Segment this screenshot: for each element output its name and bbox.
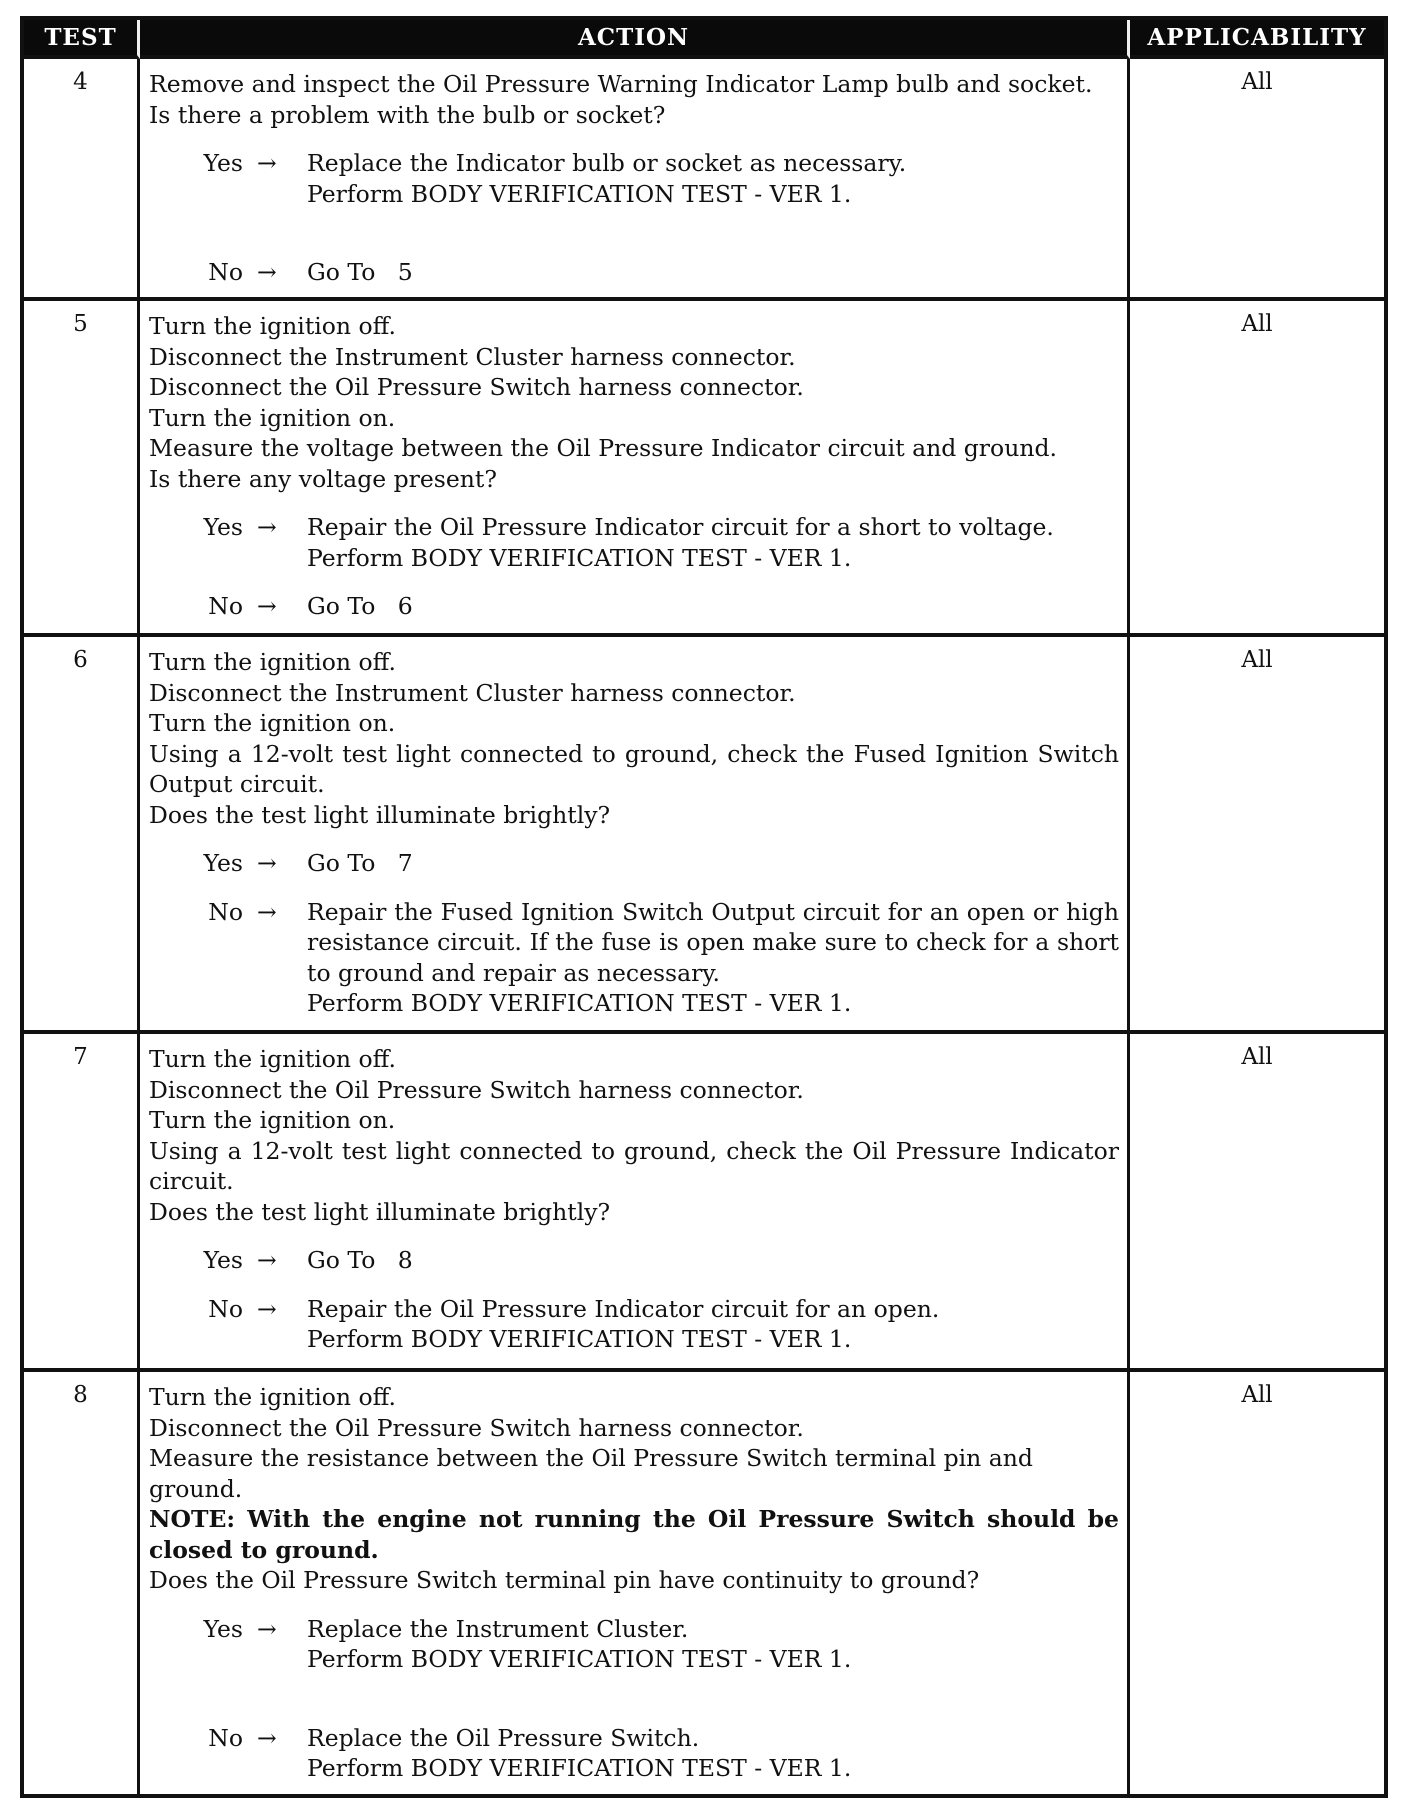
- yes-result: Replace the Instrument Cluster.: [307, 1614, 689, 1643]
- test-number: 6: [24, 637, 140, 1034]
- action-step: Turn the ignition on.: [149, 1106, 396, 1134]
- yes-label: Yes: [203, 1246, 243, 1274]
- header-applicability: APPLICABILITY: [1130, 20, 1384, 59]
- action-step: Turn the ignition on.: [149, 403, 396, 432]
- no-result: Replace the Oil Pressure Switch.: [307, 1723, 700, 1752]
- action-step: Turn the ignition off.: [149, 1383, 397, 1411]
- test-number: 8: [24, 1372, 140, 1794]
- arrow-icon: →: [257, 592, 277, 620]
- action-step: Disconnect the Oil Pressure Switch harness connector.: [149, 1075, 804, 1104]
- no-label: No: [208, 1294, 243, 1323]
- applicability-value: All: [1130, 301, 1384, 637]
- yes-result: Replace the Indicator bulb or socket as necessary.: [307, 149, 907, 177]
- yes-result: Perform BODY VERIFICATION TEST - VER 1.: [307, 179, 852, 208]
- no-result: Perform BODY VERIFICATION TEST - VER 1.: [307, 1754, 852, 1782]
- action-question: Does the Oil Pressure Switch terminal pin have continuity to ground?: [149, 1566, 980, 1594]
- action-step: Disconnect the Instrument Cluster harness connector.: [149, 678, 796, 707]
- arrow-icon: →: [257, 258, 277, 286]
- yes-answer: [149, 848, 1119, 879]
- arrow-icon: →: [257, 849, 277, 877]
- no-answer: [149, 591, 1119, 622]
- action-step: Disconnect the Oil Pressure Switch harness connector.: [149, 1413, 804, 1442]
- action-step: Turn the ignition off.: [149, 648, 397, 676]
- yes-answer: [149, 148, 1119, 209]
- action-step: Disconnect the Oil Pressure Switch harness connector.: [149, 373, 804, 401]
- note: NOTE: With the engine not running the Oil Pressure Switch should be closed to ground.: [149, 1505, 1119, 1564]
- yes-answer: [149, 512, 1119, 573]
- yes-result: Go To 8: [307, 1246, 413, 1274]
- action-step: Disconnect the Instrument Cluster harness connector.: [149, 342, 796, 371]
- yes-result: Repair the Oil Pressure Indicator circuit for a short to voltage.: [307, 513, 1054, 541]
- test-number: 4: [24, 59, 140, 301]
- no-label: No: [208, 897, 243, 926]
- action-step: Turn the ignition on.: [149, 709, 396, 737]
- header-action: ACTION: [140, 20, 1130, 59]
- action-question: Is there any voltage present?: [149, 464, 497, 493]
- action-step: Measure the resistance between the Oil Pressure Switch terminal pin and ground.: [149, 1444, 1033, 1503]
- no-label: No: [208, 592, 243, 620]
- no-label: No: [208, 258, 243, 286]
- yes-label: Yes: [203, 1614, 243, 1643]
- test-number: 5: [24, 301, 140, 637]
- arrow-icon: →: [257, 1614, 277, 1643]
- applicability-value: All: [1241, 1382, 1273, 1408]
- yes-answer: [149, 1614, 1119, 1675]
- yes-label: Yes: [203, 513, 243, 541]
- arrow-icon: →: [257, 1294, 277, 1323]
- action-cell: [140, 59, 1130, 301]
- arrow-icon: →: [257, 1246, 277, 1274]
- action-step: Using a 12-volt test light connected to ground, check the Oil Pressure Indicator circuit.: [149, 1136, 1119, 1195]
- yes-label: Yes: [203, 149, 243, 177]
- test-number: 7: [24, 1034, 140, 1372]
- diagnostic-table: [20, 16, 1388, 1798]
- arrow-icon: →: [257, 897, 277, 926]
- action-step: Measure the voltage between the Oil Pressure Indicator circuit and ground.: [149, 434, 1057, 462]
- action-step: Remove and inspect the Oil Pressure Warning Indicator Lamp bulb and socket.: [149, 70, 1093, 98]
- no-answer: [149, 1294, 1119, 1355]
- action-cell: [140, 637, 1130, 1034]
- no-result: Perform BODY VERIFICATION TEST - VER 1.: [307, 989, 852, 1017]
- action-step: Turn the ignition off.: [149, 1045, 397, 1073]
- applicability-value: All: [1130, 59, 1384, 301]
- no-answer: [149, 257, 1119, 288]
- action-cell: [140, 1034, 1130, 1372]
- yes-answer: [149, 1245, 1119, 1276]
- no-answer: [149, 897, 1119, 1019]
- no-result: Perform BODY VERIFICATION TEST - VER 1.: [307, 1325, 852, 1353]
- no-result: Go To 6: [307, 592, 413, 620]
- arrow-icon: →: [257, 1723, 277, 1752]
- yes-label: Yes: [203, 849, 243, 877]
- applicability-value: All: [1130, 1034, 1384, 1372]
- no-answer: [149, 1723, 1119, 1784]
- yes-result: Go To 7: [307, 849, 413, 877]
- action-step: Using a 12-volt test light connected to ground, check the Fused Ignition Switch Output circuit.: [149, 739, 1119, 798]
- no-result: Go To 5: [307, 258, 413, 286]
- header-test: TEST: [24, 20, 140, 59]
- arrow-icon: →: [257, 149, 277, 177]
- action-step: Turn the ignition off.: [149, 312, 397, 340]
- no-result: Repair the Fused Ignition Switch Output circuit for an open or high resistance circuit. If the fuse is open make sure to check for a short to ground and repair as necessary.: [307, 897, 1119, 987]
- action-cell: [140, 1372, 1130, 1794]
- action-question: Does the test light illuminate brightly?: [149, 1197, 611, 1226]
- arrow-icon: →: [257, 513, 277, 541]
- action-question: Does the test light illuminate brightly?: [149, 800, 611, 829]
- yes-result: Perform BODY VERIFICATION TEST - VER 1.: [307, 1645, 852, 1673]
- yes-result: Perform BODY VERIFICATION TEST - VER 1.: [307, 543, 852, 572]
- action-question: Is there a problem with the bulb or socket?: [149, 100, 666, 129]
- no-result: Repair the Oil Pressure Indicator circuit for an open.: [307, 1294, 940, 1323]
- action-cell: [140, 301, 1130, 637]
- no-label: No: [208, 1723, 243, 1752]
- applicability-value: All: [1130, 637, 1384, 1034]
